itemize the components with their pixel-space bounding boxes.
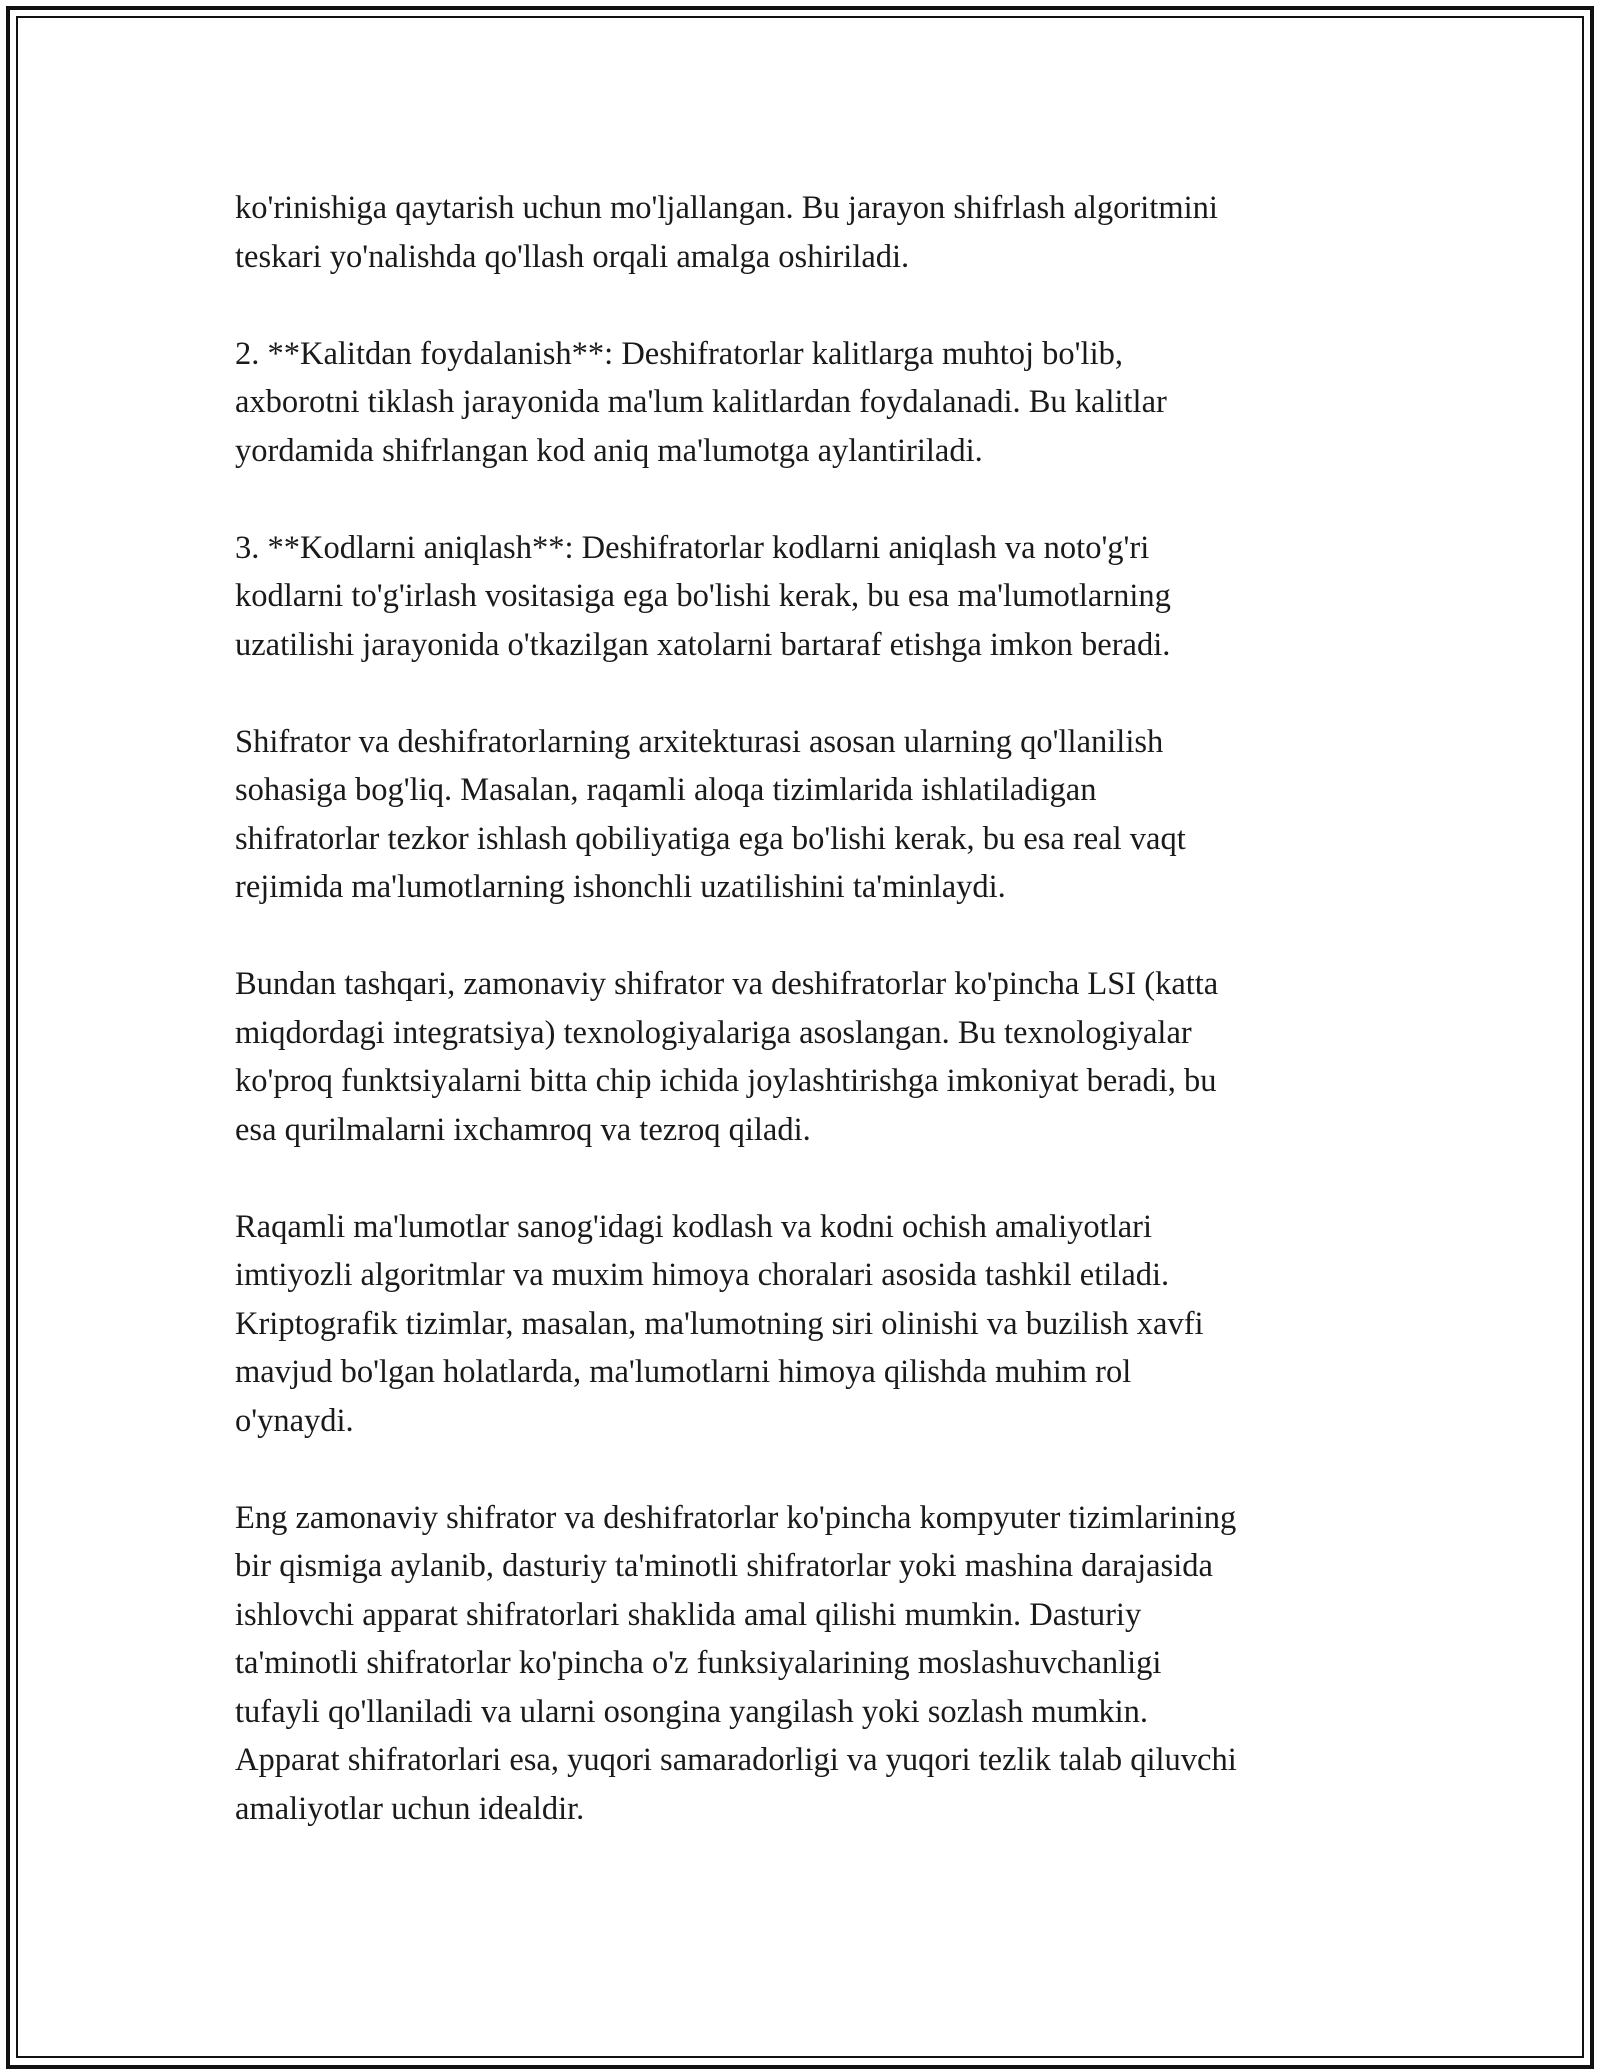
paragraph-1: ko'rinishiga qaytarish uchun mo'ljallangan. Bu jarayon shifrlash algoritmini teskari yo'nalishda qo'llash orqali amalga oshiriladi. bbox=[235, 190, 1218, 275]
paragraph-7: Eng zamonaviy shifrator va deshifratorlar ko'pincha kompyuter tizimlarining bir qismiga aylanib, dasturiy ta'minotli shifratorlar yoki mashina darajasida ishlovchi apparat shifratorlari shaklida amal qilishi mumkin. Dasturiy ta'minotli shifratorlar ko'pincha o'z funksiyalarining moslashuvchanligi tufayli qo'llaniladi va ularni osongina yangilash yoki sozlash mumkin. Apparat shifratorlari esa, yuqori samaradorligi va yuqori tezlik talab qiluvchi amaliyotlar uchun idealdir. bbox=[235, 1499, 1237, 1827]
paragraph-3: 3. **Kodlarni aniqlash**: Deshifratorlar kodlarni aniqlash va noto'g'ri kodlarni to'g'irlash vositasiga ega bo'lishi kerak, bu esa ma'lumotlarning uzatilishi jarayonida o'tkazilgan xatolarni bartaraf etishga imkon beradi. bbox=[235, 529, 1171, 663]
paragraph-5: Bundan tashqari, zamonaviy shifrator va deshifratorlar ko'pincha LSI (katta miqdordagi integratsiya) texnologiyalariga asoslangan. Bu texnologiyalar ko'proq funktsiyalarni bitta chip ichida joylashtirishga imkoniyat beradi, bu esa qurilmalarni ixchamroq va tezroq qiladi. bbox=[235, 966, 1219, 1148]
paragraph-4: Shifrator va deshifratorlarning arxitekturasi asosan ularning qo'llanilish sohasiga bog'liq. Masalan, raqamli aloqa tizimlarida ishlatiladigan shifratorlar tezkor ishlash qobiliyatiga ega bo'lishi kerak, bu esa real vaqt rejimida ma'lumotlarning ishonchli uzatilishini ta'minlaydi. bbox=[235, 723, 1186, 905]
paragraph-2: 2. **Kalitdan foydalanish**: Deshifratorlar kalitlarga muhtoj bo'lib, axborotni tiklash jarayonida ma'lum kalitlardan foydalanadi. Bu kalitlar yordamida shifrlangan kod aniq ma'lumotga aylantiriladi. bbox=[235, 335, 1167, 469]
paragraph-6: Raqamli ma'lumotlar sanog'idagi kodlash va kodni ochish amaliyotlari imtiyozli algoritmlar va muxim himoya choralari asosida tashkil etiladi. Kriptografik tizimlar, masalan, ma'lumotning siri olinishi va buzilish xavfi mavjud bo'lgan holatlarda, ma'lumotlarni himoya qilishda muhim rol o'ynaydi. bbox=[235, 1208, 1204, 1439]
document-body bbox=[235, 184, 1415, 1833]
